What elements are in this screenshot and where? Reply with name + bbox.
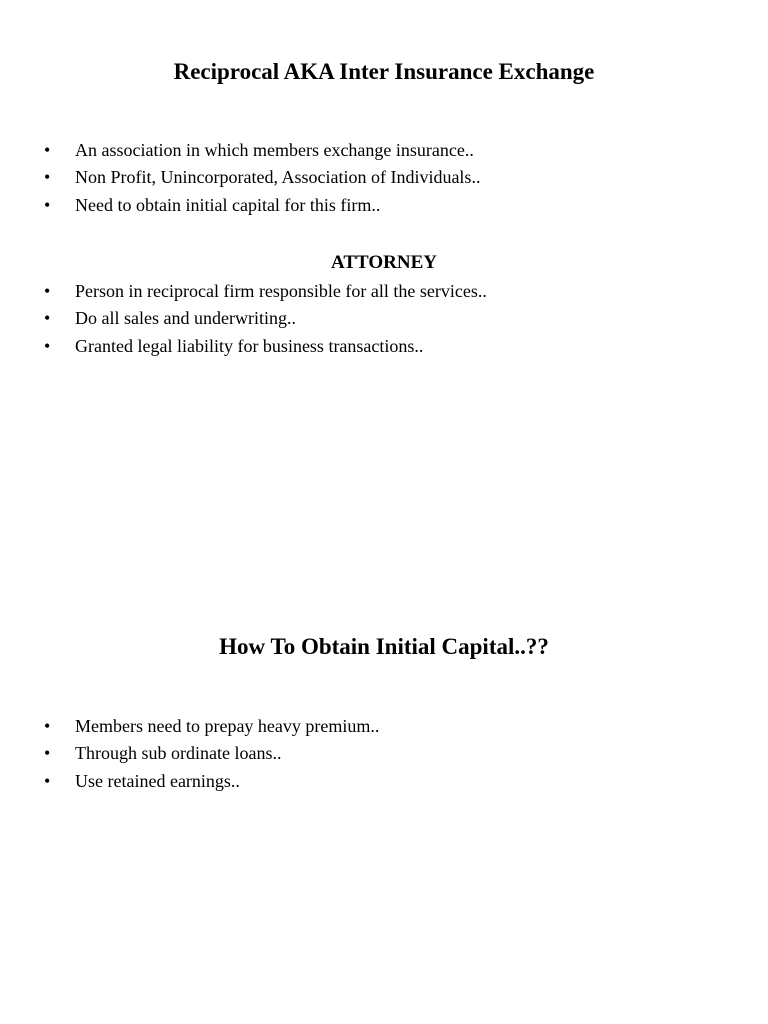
bullet-icon: • <box>44 167 51 188</box>
list-item <box>0 278 768 305</box>
list-item <box>0 164 768 191</box>
list-item <box>0 137 768 164</box>
list-item <box>0 333 768 360</box>
bullet-icon: • <box>44 281 51 301</box>
list-item-text: An association in which members exchange insurance.. <box>75 140 474 160</box>
list-item <box>0 713 768 740</box>
list-item <box>0 305 768 332</box>
page-title: Reciprocal AKA Inter Insurance Exchange <box>173 59 595 84</box>
list-item-text: Non Profit, Unincorporated, Association of Individuals.. <box>75 167 481 188</box>
capital-bullet-list <box>0 713 768 795</box>
bullet-icon: • <box>44 308 51 329</box>
list-item-text: Use retained earnings.. <box>75 770 240 791</box>
list-item-text: Do all sales and underwriting.. <box>75 308 296 329</box>
bullet-icon: • <box>44 140 51 160</box>
list-item <box>0 740 768 767</box>
bullet-icon: • <box>44 743 51 764</box>
attorney-bullet-list <box>0 278 768 360</box>
list-item <box>0 192 768 219</box>
bullet-icon: • <box>44 770 51 791</box>
list-item-text: Granted legal liability for business transactions.. <box>75 335 424 356</box>
bullet-icon: • <box>44 335 51 356</box>
bullet-icon: • <box>44 716 51 736</box>
attorney-heading: ATTORNEY <box>331 252 437 273</box>
list-item-text: Need to obtain initial capital for this firm.. <box>75 194 381 215</box>
capital-title: How To Obtain Initial Capital..?? <box>219 634 549 659</box>
list-item <box>0 768 768 795</box>
list-item-text: Through sub ordinate loans.. <box>75 743 282 764</box>
reciprocal-bullet-list <box>0 137 768 219</box>
list-item-text: Members need to prepay heavy premium.. <box>75 716 380 736</box>
bullet-icon: • <box>44 194 51 215</box>
list-item-text: Person in reciprocal firm responsible for all the services.. <box>75 281 487 301</box>
